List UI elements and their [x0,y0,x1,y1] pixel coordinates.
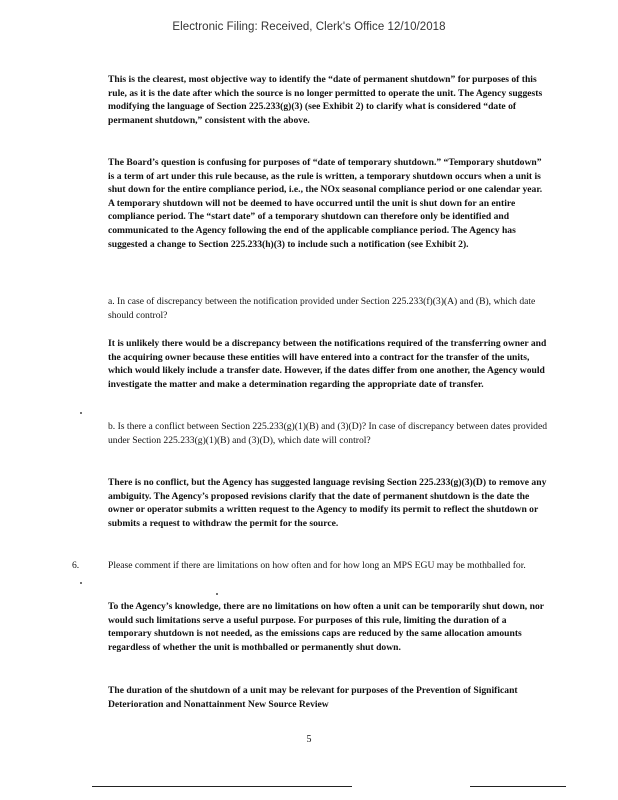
page-number: 5 [306,734,312,745]
scan-speck [80,412,82,414]
question-a: a. In case of discrepancy between the notification provided under Section 225.233(f)(3)(A) and (B), which date should control? [108,296,536,321]
paragraph-permanent-shutdown-answer: This is the clearest, most objective way to identify the “date of permanent shutdown” for purposes of this rule, as it is the date after which the source is no longer permitted to operate the unit. The Agency suggests modifying the language of Section 225.233(g)(3) (see Exhibit 2) to clarify what is considered “date of permanent shutdown,” consistent with the above. [108,74,543,126]
bottom-rule-right [470,786,566,787]
paragraph-transfer-answer: It is unlikely there would be a discrepancy between the notifications required of the transferring owner and the acquiring owner because these entities will have entered into a contract for the transfer of the units, which would likely include a transfer date. However, if the dates differ from one another, the Agency would investigate the matter and make a determination regarding the appropriate date of transfer. [108,338,547,390]
question-6: Please comment if there are limitations on how often and for how long an MPS EGU may be mothballed for. [108,560,526,571]
scan-speck [80,582,82,584]
question-6-number: 6. [72,560,80,571]
scan-speck [216,593,218,595]
bottom-rule-left [92,786,352,787]
filing-header: Electronic Filing: Received, Clerk's Office 12/10/2018 [172,21,446,33]
paragraph-duration-answer: The duration of the shutdown of a unit may be relevant for purposes of the Prevention of Significant Deterioration and Nonattainment New Source Review [108,685,518,710]
paragraph-temporary-shutdown-answer: The Board’s question is confusing for purposes of “date of temporary shutdown.” “Temporary shutdown” is a term of art under this rule because, as the rule is written, a temporary shutdown occurs when a unit is shut down for the entire compliance period, i.e., the NOx seasonal compliance period or one calendar year. A temporary shutdown will not be deemed to have occurred until the unit is shut down for an entire compliance period. The “start date” of a temporary shutdown can therefore only be identified and communicated to the Agency following the end of the applicable compliance period. The Agency has suggested a change to Section 225.233(h)(3) to include such a notification (see Exhibit 2). [108,157,543,250]
question-b: b. Is there a conflict between Section 225.233(g)(1)(B) and (3)(D)? In case of discrepancy between dates provided under Section 225.233(g)(1)(B) and (3)(D), which date will control? [108,421,548,446]
paragraph-no-conflict-answer: There is no conflict, but the Agency has suggested language revising Section 225.233(g)(3)(D) to remove any ambiguity. The Agency’s proposed revisions clarify that the date of permanent shutdown is the date the owner or operator submits a written request to the Agency to modify its permit to reflect the shutdown or submits a request to withdraw the permit for the source. [108,477,547,529]
paragraph-limitations-answer: To the Agency’s knowledge, there are no limitations on how often a unit can be temporarily shut down, nor would such limitations serve a useful purpose. For purposes of this rule, limiting the duration of a temporary shutdown is not needed, as the emissions caps are reduced by the same allocation amounts regardless of whether the unit is mothballed or permanently shut down. [108,601,544,653]
